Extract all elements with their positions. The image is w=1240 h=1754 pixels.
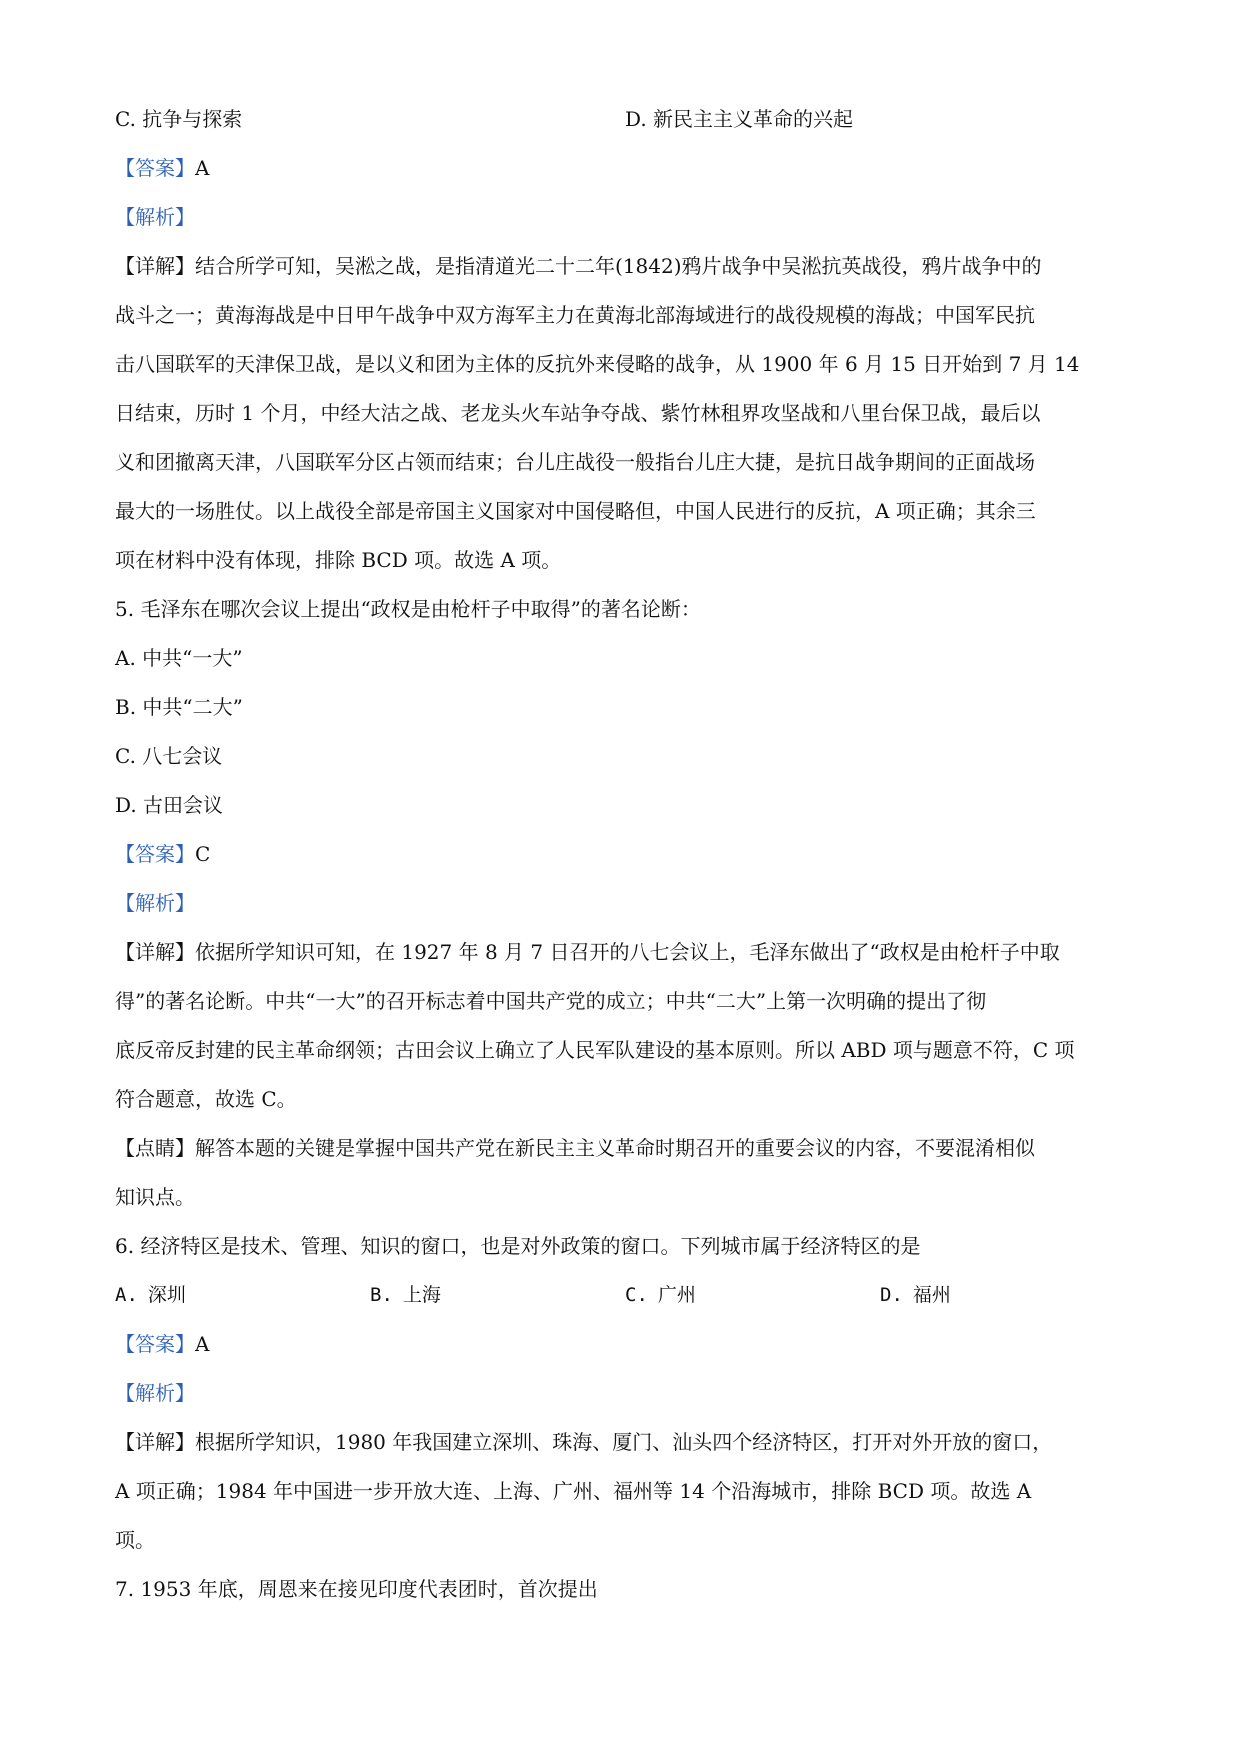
detail-line: 项。: [115, 1528, 155, 1552]
q5-answer: [115, 830, 1135, 879]
tip-tag: 【点睛】: [115, 1136, 195, 1160]
analysis-tag: 【解析】: [115, 1381, 195, 1405]
detail-line: 日结束，历时 1 个月，中经大沽之战、老龙头火车站争夺战、紫竹林租界攻坚战和八里台保卫战，最后以: [115, 401, 1041, 425]
q4-option-c: C. 抗争与探索: [115, 107, 243, 131]
answer-tag: 【答案】: [115, 156, 195, 180]
q5-detail: [115, 928, 1135, 1124]
answer-value: A: [195, 156, 210, 180]
detail-line: 【详解】根据所学知识，1980 年我国建立深圳、珠海、厦门、汕头四个经济特区，打开对外开放的窗口，: [115, 1430, 1053, 1454]
answer-value: C: [195, 842, 211, 866]
q6-analysis: [115, 1369, 1135, 1418]
q6-option-b: B. 上海: [370, 1284, 441, 1306]
answer-tag: 【答案】: [115, 1332, 195, 1356]
q5-analysis: [115, 879, 1135, 928]
q5-tip: [115, 1124, 1135, 1222]
q4-options-row: [115, 95, 1135, 144]
detail-line: 战斗之一；黄海海战是中日甲午战争中双方海军主力在黄海北部海域进行的战役规模的海战；中国军民抗: [115, 303, 1035, 327]
q6-option-d: D. 福州: [880, 1284, 951, 1306]
answer-value: A: [195, 1332, 210, 1356]
document-content: [115, 95, 1135, 1614]
q6-answer: [115, 1320, 1135, 1369]
q6-option-c: C. 广州: [625, 1284, 696, 1306]
q4-option-d: D. 新民主主义革命的兴起: [625, 107, 854, 131]
q4-detail: [115, 242, 1135, 585]
detail-line: 击八国联军的天津保卫战，是以义和团为主体的反抗外来侵略的战争，从 1900 年 6 月 15 日开始到 7 月 14: [115, 352, 1080, 376]
q6-question: 6. 经济特区是技术、管理、知识的窗口，也是对外政策的窗口。下列城市属于经济特区的是: [115, 1234, 921, 1258]
detail-line: 项在材料中没有体现，排除 BCD 项。故选 A 项。: [115, 548, 562, 572]
q7-question: 7. 1953 年底，周恩来在接见印度代表团时，首次提出: [115, 1577, 598, 1601]
detail-line: 最大的一场胜仗。以上战役全部是帝国主义国家对中国侵略但，中国人民进行的反抗，A 项正确；其余三: [115, 499, 1036, 523]
q5-option-c: C. 八七会议: [115, 744, 223, 768]
analysis-tag: 【解析】: [115, 205, 195, 229]
detail-tag: 【详解】: [115, 1430, 195, 1454]
detail-line: 【详解】结合所学可知，吴淞之战，是指清道光二十二年(1842)鸦片战争中吴淞抗英战役，鸦片战争中的: [115, 254, 1042, 278]
detail-line: 义和团撤离天津，八国联军分区占领而结束；台儿庄战役一般指台儿庄大捷，是抗日战争期间的正面战场: [115, 450, 1035, 474]
detail-line: 符合题意，故选 C。: [115, 1087, 297, 1111]
analysis-tag: 【解析】: [115, 891, 195, 915]
q5-option-b: B. 中共“二大”: [115, 695, 243, 719]
detail-line: 【详解】依据所学知识可知，在 1927 年 8 月 7 日召开的八七会议上，毛泽东做出了“政权是由枪杆子中取: [115, 940, 1060, 964]
detail-line: 底反帝反封建的民主革命纲领；古田会议上确立了人民军队建设的基本原则。所以 ABD 项与题意不符，C 项: [115, 1038, 1075, 1062]
detail-line: A 项正确；1984 年中国进一步开放大连、上海、广州、福州等 14 个沿海城市，排除 BCD 项。故选 A: [115, 1479, 1032, 1503]
detail-tag: 【详解】: [115, 940, 195, 964]
q4-answer: [115, 144, 1135, 193]
q6-detail: [115, 1418, 1135, 1565]
q4-analysis: [115, 193, 1135, 242]
q6-options-row: [115, 1271, 1135, 1320]
answer-tag: 【答案】: [115, 842, 195, 866]
tip-line: 【点睛】解答本题的关键是掌握中国共产党在新民主主义革命时期召开的重要会议的内容，不要混淆相似: [115, 1136, 1035, 1160]
q5-option-d: D. 古田会议: [115, 793, 224, 817]
detail-tag: 【详解】: [115, 254, 195, 278]
tip-line: 知识点。: [115, 1185, 195, 1209]
q5-option-a: A. 中共“一大”: [115, 646, 243, 670]
q6-option-a: A. 深圳: [115, 1284, 186, 1306]
detail-line: 得”的著名论断。中共“一大”的召开标志着中国共产党的成立；中共“二大”上第一次明确的提出了彻: [115, 989, 987, 1013]
q5-question: 5. 毛泽东在哪次会议上提出“政权是由枪杆子中取得”的著名论断：: [115, 597, 701, 621]
